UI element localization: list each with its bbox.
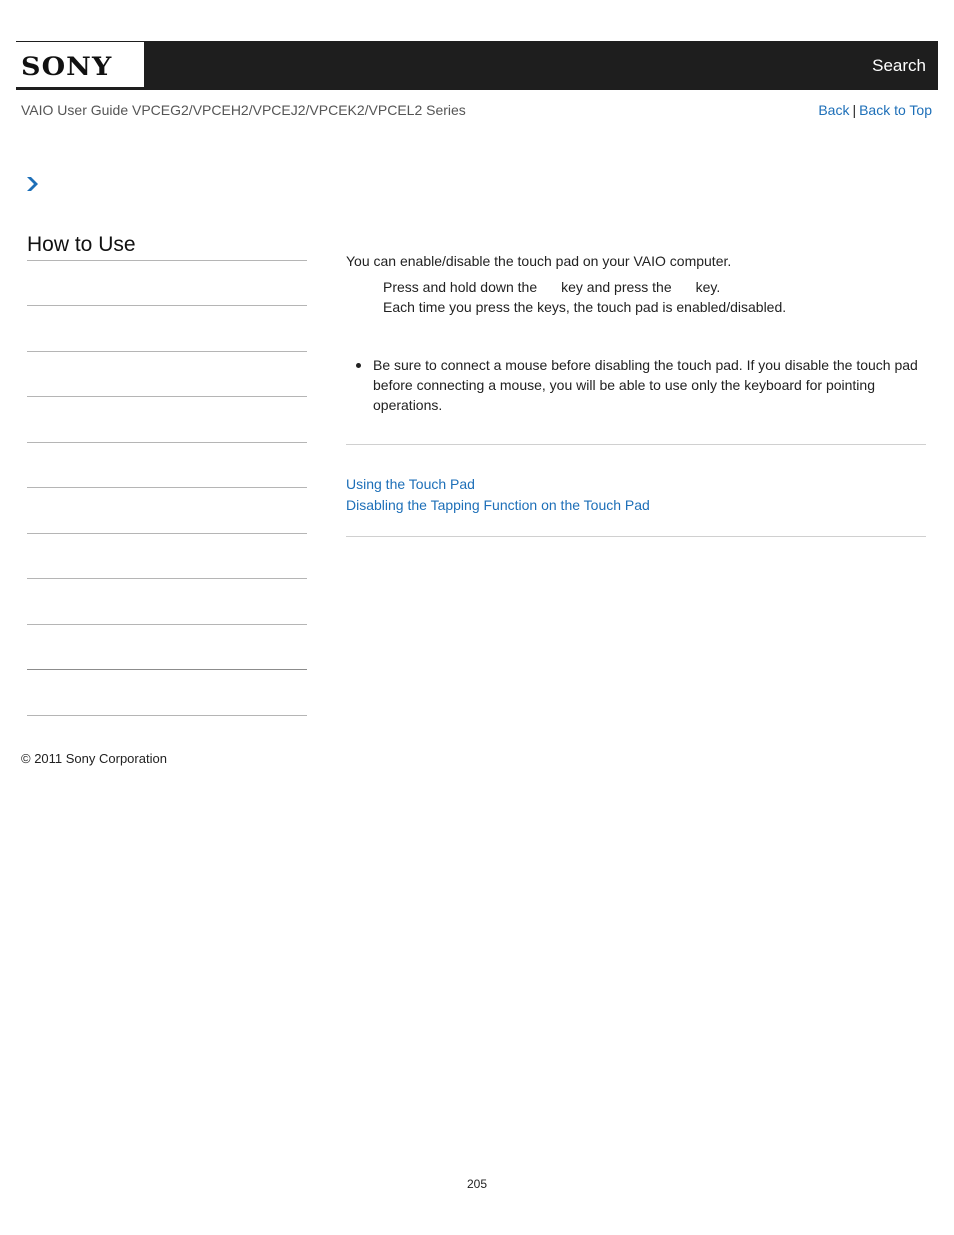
divider-line: [346, 536, 926, 537]
step-detail: Each time you press the keys, the touch pad is enabled/disabled.: [383, 299, 787, 315]
nav-divider: [27, 624, 307, 625]
page-number: 205: [466, 1177, 488, 1191]
top-links: [818, 102, 932, 118]
link-separator: |: [852, 102, 857, 118]
divider-line: [346, 444, 926, 445]
copyright: © 2011 Sony Corporation: [21, 751, 167, 766]
nav-divider: [27, 396, 307, 397]
nav-divider: [27, 578, 307, 579]
back-to-top-link[interactable]: Back to Top: [859, 102, 932, 118]
nav-divider: [27, 669, 307, 670]
chevron-right-icon[interactable]: [24, 176, 40, 192]
note-item: Be sure to connect a mouse before disabling the touch pad. If you disable the touch pad before connecting a mouse, you will be able to use only the keyboard for pointing operations.: [346, 355, 926, 415]
related-link-disabling-tapping[interactable]: Disabling the Tapping Function on the Touch Pad: [346, 497, 650, 513]
note-list: [346, 355, 926, 415]
nav-divider: [27, 305, 307, 306]
back-link[interactable]: Back: [818, 102, 850, 118]
nav-divider: [27, 533, 307, 534]
related-link-using-touch-pad[interactable]: Using the Touch Pad: [346, 476, 475, 492]
guide-title: VAIO User Guide VPCEG2/VPCEH2/VPCEJ2/VPCEK2/VPCEL2 Series: [21, 102, 466, 118]
nav-divider: [27, 260, 307, 261]
nav-divider: [27, 715, 307, 716]
step-instruction: [383, 279, 720, 295]
logo-text: SONY: [21, 52, 113, 81]
sony-logo: [16, 41, 144, 90]
nav-heading: How to Use: [27, 233, 136, 256]
step-text-part1: Press and hold down the: [383, 279, 538, 295]
header-bar: [16, 41, 938, 90]
step-text-part2: key and press the: [561, 279, 672, 295]
step-text-part3: key.: [695, 279, 721, 295]
search-link[interactable]: Search: [872, 56, 926, 75]
nav-divider: [27, 351, 307, 352]
nav-divider: [27, 487, 307, 488]
nav-divider: [27, 442, 307, 443]
intro-text: You can enable/disable the touch pad on your VAIO computer.: [346, 253, 732, 269]
